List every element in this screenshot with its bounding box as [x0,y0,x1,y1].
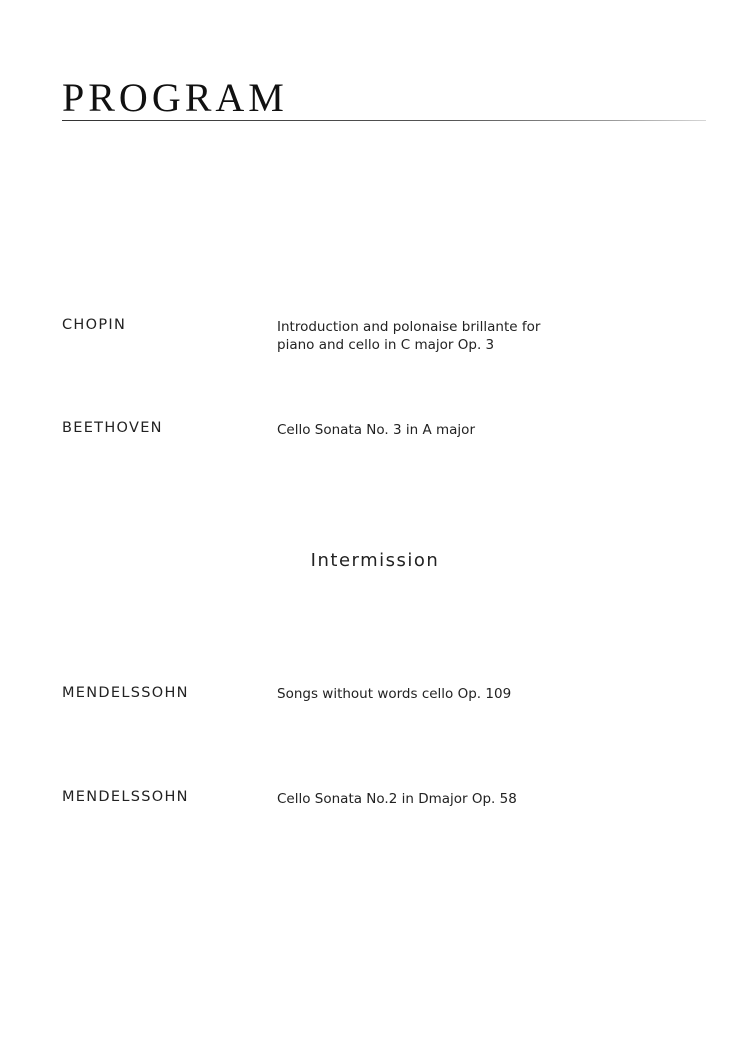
page-title: PROGRAM [62,75,288,120]
intermission-label: Intermission [310,550,440,571]
work-title-line: piano and cello in C major Op. 3 [277,337,495,353]
work-title [277,318,577,354]
work-title-line: Songs without words cello Op. 109 [277,686,512,702]
composer-name: CHOPIN [62,317,127,333]
work-title [277,685,577,703]
work-title-line: Cello Sonata No. 3 in A major [277,422,475,438]
work-title [277,421,577,439]
composer-name: BEETHOVEN [62,420,163,436]
work-title [277,790,577,808]
composer-name: MENDELSSOHN [62,685,189,701]
work-title-line: Cello Sonata No.2 in Dmajor Op. 58 [277,791,517,807]
work-title-line: Introduction and polonaise brillante for [277,319,541,335]
composer-name: MENDELSSOHN [62,789,189,805]
